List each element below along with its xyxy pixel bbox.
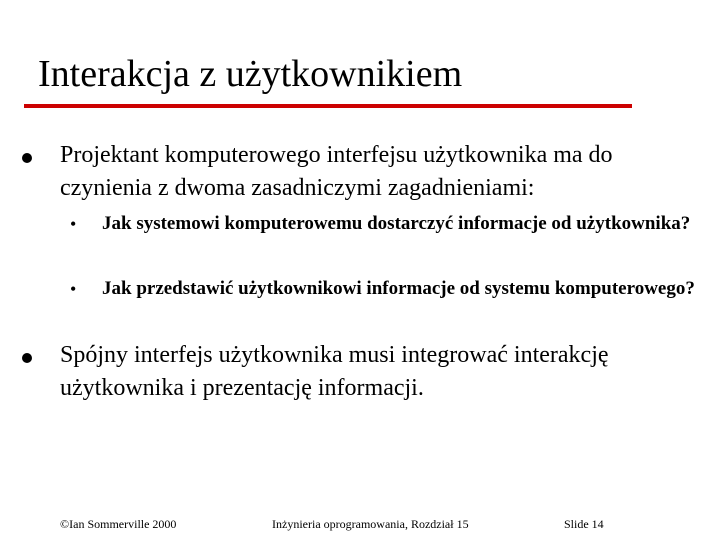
footer-copyright: ©Ian Sommerville 2000 — [60, 517, 177, 531]
slide-title: Interakcja z użytkownikiem — [38, 53, 463, 95]
title-underline — [24, 104, 632, 108]
footer-slide-number: Slide 14 — [564, 517, 604, 531]
sub-bullet-marker-2: • — [70, 279, 77, 299]
bullet-text-1: Projektant komputerowego interfejsu użytkownika ma do czynienia z dwoma zasadniczymi zagadnieniami: — [60, 142, 613, 201]
sub-bullet-marker-1: • — [70, 214, 77, 234]
bullet-text-2: Spójny interfejs użytkownika musi integrować interakcję użytkownika i prezentację informacji. — [60, 342, 609, 401]
bullet-dot-1 — [22, 153, 32, 163]
bullet-dot-2 — [22, 353, 32, 363]
sub-bullet-text-2: Jak przedstawić użytkownikowi informacje od systemu komputerowego? — [102, 278, 695, 299]
footer-course: Inżynieria oprogramowania, Rozdział 15 — [272, 517, 469, 531]
sub-bullet-text-1: Jak systemowi komputerowemu dostarczyć informacje od użytkownika? — [102, 213, 691, 234]
